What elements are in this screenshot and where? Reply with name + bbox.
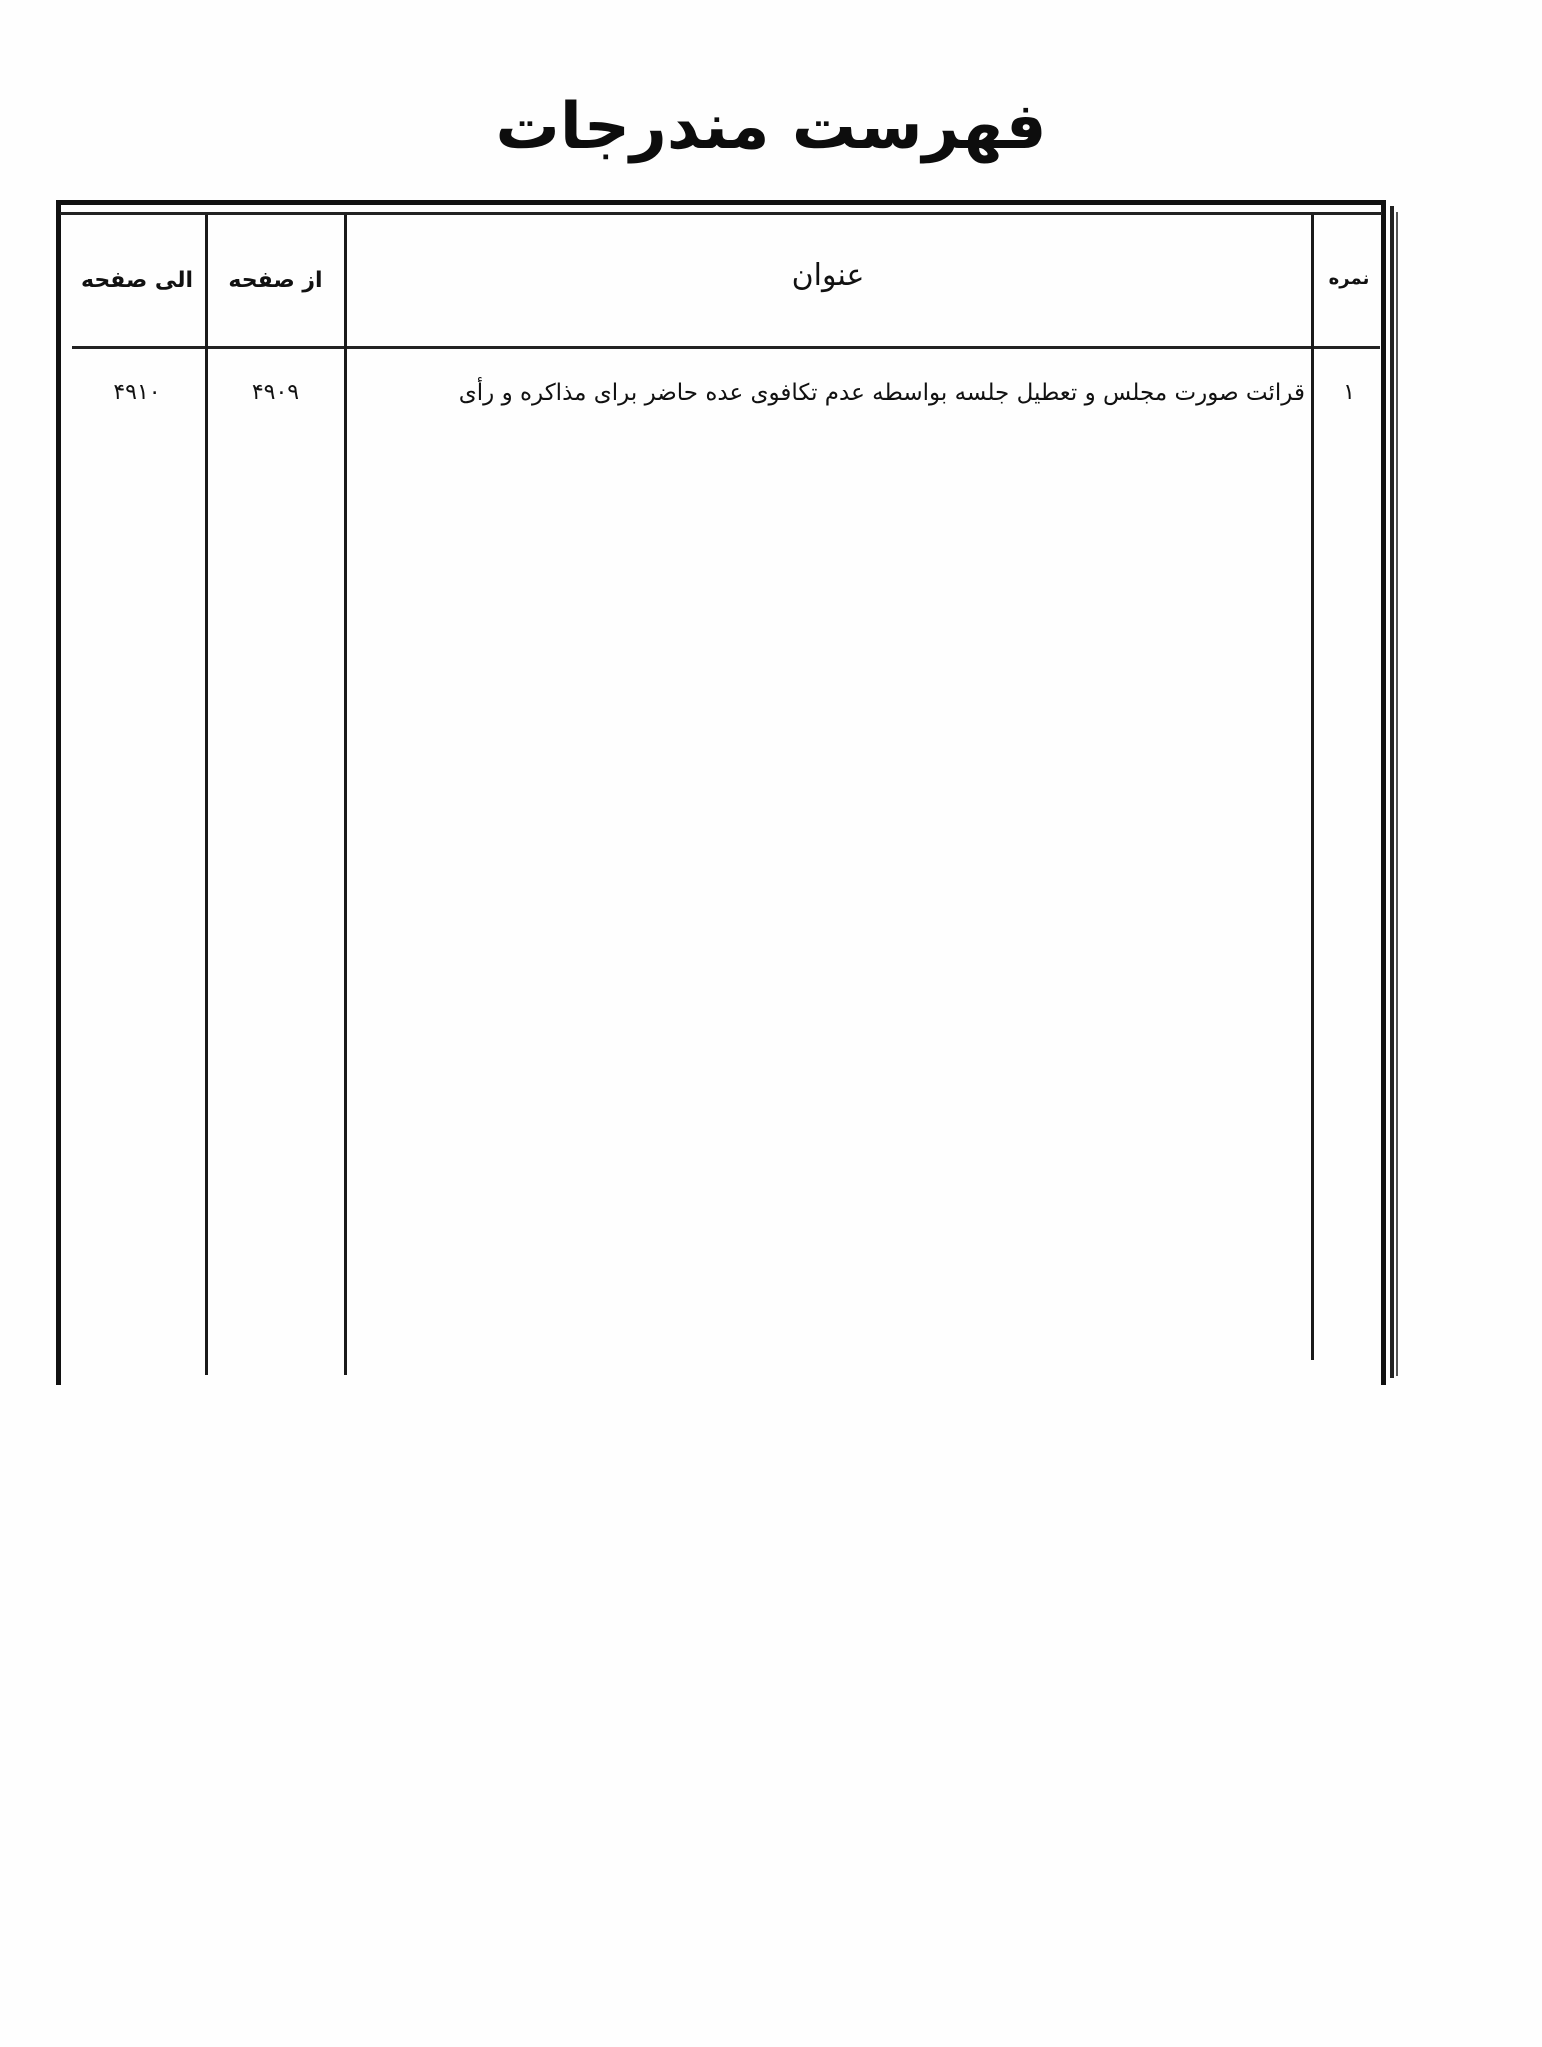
table-frame	[56, 200, 1386, 1385]
row-1-subject: قرائت صورت مجلس و تعطیل جلسه بواسطه عدم تکافوی عده حاضر برای مذاکره و رأی	[458, 380, 1305, 406]
header-subject: عنوان	[791, 258, 865, 293]
header-to-page: الی صفحه	[80, 268, 193, 293]
table-frame-right-rule-inner	[1396, 212, 1398, 1376]
table-top-rule	[60, 212, 1382, 215]
header-from-page: از صفحه	[228, 268, 323, 293]
page-title: فهرست مندرجات	[495, 90, 1047, 164]
table-frame-right-rule	[1390, 206, 1394, 1378]
row-1-number: ۱	[1343, 380, 1355, 405]
table-header-rule	[72, 346, 1380, 349]
row-1-from-page: ۴۹۰۹	[251, 380, 300, 405]
header-number: نمره	[1328, 268, 1370, 289]
column-divider-from-subject	[344, 215, 347, 1375]
row-1-to-page: ۴۹۱۰	[113, 380, 161, 405]
